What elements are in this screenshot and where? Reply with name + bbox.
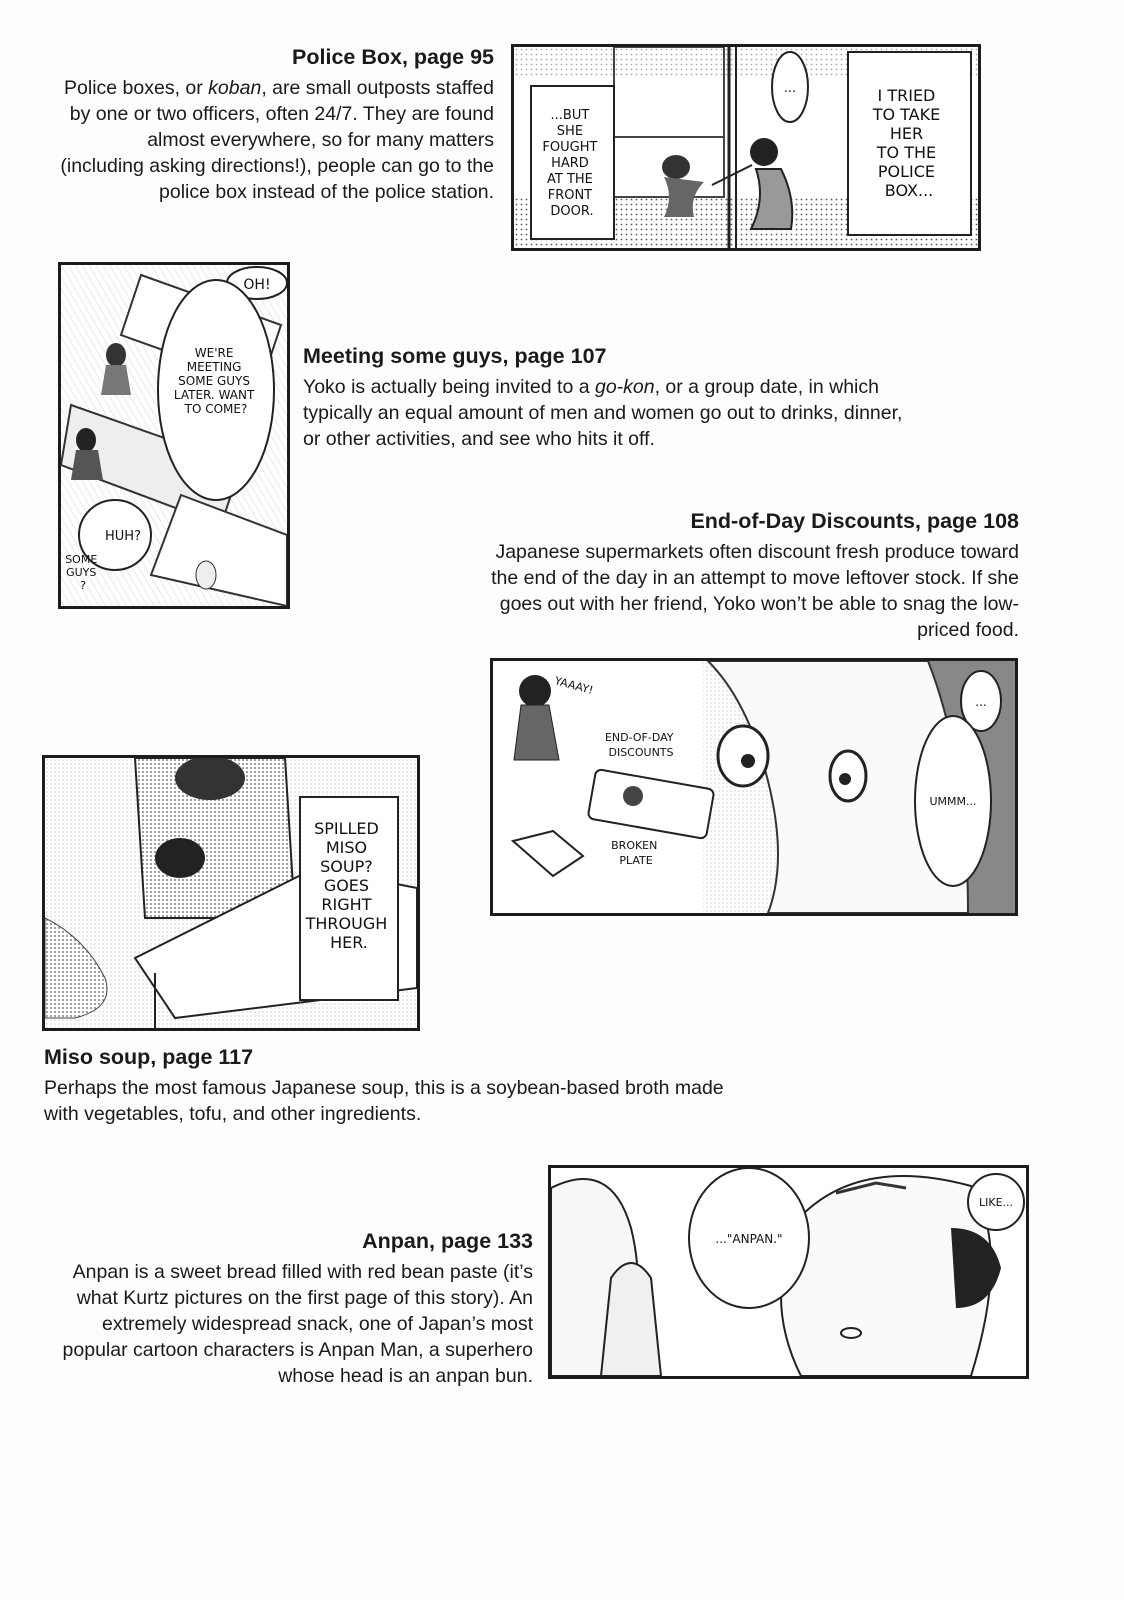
manga-panel-discounts — [490, 658, 1018, 916]
bubble-ummm-text: UMMM... — [929, 795, 977, 808]
note-title: Meeting some guys, page 107 — [303, 344, 607, 368]
manga-panel-police-box — [511, 44, 981, 251]
caption-line: DOOR. — [550, 204, 594, 219]
bubble-like-text: LIKE... — [978, 1196, 1014, 1209]
note-meeting-some-guys — [303, 343, 923, 452]
note-miso-soup — [44, 1044, 724, 1127]
some-guys-text: SOME GUYS ? — [65, 553, 98, 592]
svg-text:I TRIED TO TAKE — [872, 86, 946, 200]
caption-line: SHE — [556, 124, 584, 139]
caption-line: HER. — [330, 933, 368, 952]
note-body: Japanese supermarkets often discount fresh produce toward the end of the day in an attempt to move leftover stock. If she goes out with her friend, Yoko won’t be able to snag the low-priced food. — [491, 541, 1019, 641]
caption-line: TO THE — [876, 143, 937, 162]
caption-line: FOUGHT — [542, 140, 598, 155]
note-body: Yoko is actually being invited to a go-kon, or a group date, in which typically an equal amount of men and women go out to drinks, dinner, or other activities, and see who hits it off. — [303, 376, 903, 450]
note-body: Police boxes, or koban, are small outposts staffed by one or two officers, often 24/7. They are found almost everywhere, so for many matters (including asking directions!), people can go to the police box instead of the police station. — [60, 77, 494, 203]
manga-panel-anpan — [548, 1165, 1029, 1379]
note-anpan — [60, 1228, 533, 1389]
svg-text:SPILLED MISO S — [305, 819, 393, 952]
caption-line: HER — [889, 124, 924, 143]
bubble-dots-text: ... — [975, 695, 987, 709]
bubble-invite-text: WE'RE MEETING SOME GUYS LATER. WANT TO COME? — [173, 346, 255, 416]
bubble-huh-text: HUH? — [105, 529, 141, 544]
note-police-box — [60, 44, 494, 205]
note-title: Police Box, page 95 — [292, 45, 494, 69]
caption-line: BOX... — [884, 181, 934, 200]
bubble-ellipsis-text: ... — [783, 81, 797, 96]
caption-line: ...BUT — [550, 108, 590, 123]
bubble-oh-text: OH! — [243, 277, 271, 293]
caption-line: FRONT — [547, 188, 593, 203]
label-broken-plate-text: BROKEN PLATE — [611, 839, 658, 867]
caption-line: I TRIED — [877, 86, 936, 105]
note-title: Miso soup, page 117 — [44, 1045, 254, 1069]
caption-line: SOUP? — [320, 857, 373, 876]
note-end-of-day-discounts — [480, 508, 1019, 643]
svg-text:...BUT SHE FOU — [542, 108, 601, 219]
caption-line: POLICE — [877, 162, 936, 181]
caption-line: GOES — [323, 876, 370, 895]
caption-box-tried-police-box — [847, 51, 972, 236]
note-body: Anpan is a sweet bread filled with red bean paste (it’s what Kurtz pictures on the first page of this story). An extremely widespread snack, one of Japan’s most popular cartoon characters is Anpan Man, a superhero whose head is an anpan bun. — [62, 1261, 533, 1387]
caption-line: AT THE — [546, 172, 593, 187]
note-title: Anpan, page 133 — [362, 1229, 533, 1253]
manga-panel-meeting — [58, 262, 290, 609]
caption-line: SPILLED — [314, 819, 379, 838]
bubble-anpan-text: ..."ANPAN." — [715, 1232, 783, 1246]
caption-box-spilled-miso — [299, 796, 399, 1001]
note-title: End-of-Day Discounts, page 108 — [690, 509, 1019, 533]
caption-line: MISO — [325, 838, 368, 857]
manga-panel-miso — [42, 755, 420, 1031]
label-discounts-text: END-OF-DAY DISCOUNTS — [604, 731, 674, 759]
caption-line: HARD — [551, 156, 589, 171]
caption-box-but-she-fought — [530, 85, 615, 240]
yaaay-text: YAAAY! — [553, 674, 595, 697]
note-body: Perhaps the most famous Japanese soup, this is a soybean-based broth made with vegetables, tofu, and other ingredients. — [44, 1077, 724, 1125]
caption-line: TO TAKE — [872, 105, 941, 124]
caption-line: THROUGH — [305, 914, 388, 933]
caption-line: RIGHT — [321, 895, 372, 914]
